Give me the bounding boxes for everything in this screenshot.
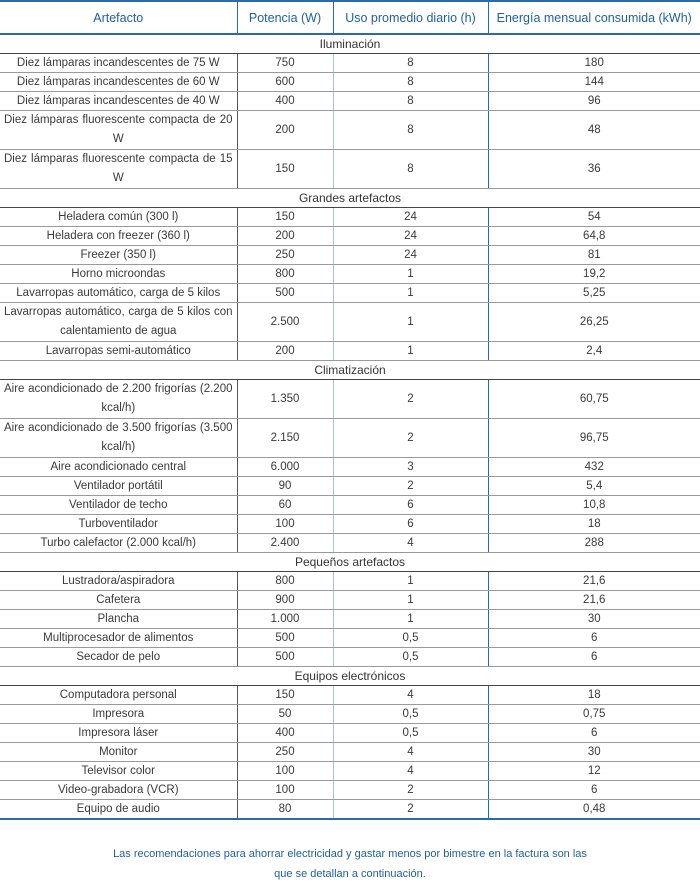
table-row bbox=[0, 419, 700, 458]
table-row bbox=[0, 458, 700, 477]
potencia-cell: 2.500 bbox=[237, 303, 333, 342]
potencia-cell: 400 bbox=[237, 92, 333, 111]
potencia-cell: 250 bbox=[237, 743, 333, 762]
potencia-cell: 100 bbox=[237, 781, 333, 800]
energia-cell: 144 bbox=[488, 73, 700, 92]
uso-cell: 2 bbox=[333, 800, 488, 820]
uso-cell: 8 bbox=[333, 150, 488, 189]
potencia-cell: 60 bbox=[237, 496, 333, 515]
energia-cell: 81 bbox=[488, 246, 700, 265]
table-row bbox=[0, 496, 700, 515]
uso-cell: 4 bbox=[333, 762, 488, 781]
table-row bbox=[0, 92, 700, 111]
uso-cell: 0,5 bbox=[333, 648, 488, 667]
potencia-cell: 750 bbox=[237, 54, 333, 73]
potencia-cell: 2.150 bbox=[237, 419, 333, 458]
header-uso: Uso promedio diario (h) bbox=[333, 1, 488, 34]
potencia-cell: 500 bbox=[237, 629, 333, 648]
artefacto-cell: Turbo calefactor (2.000 kcal/h) bbox=[0, 534, 237, 553]
table-row bbox=[0, 648, 700, 667]
energia-cell: 54 bbox=[488, 208, 700, 227]
artefacto-cell: Heladera común (300 l) bbox=[0, 208, 237, 227]
table-row bbox=[0, 208, 700, 227]
uso-cell: 6 bbox=[333, 496, 488, 515]
energia-cell: 432 bbox=[488, 458, 700, 477]
artefacto-cell: Lustradora/aspiradora bbox=[0, 572, 237, 591]
energia-cell: 18 bbox=[488, 515, 700, 534]
potencia-cell: 2.400 bbox=[237, 534, 333, 553]
section-row bbox=[0, 553, 700, 572]
potencia-cell: 400 bbox=[237, 724, 333, 743]
artefacto-cell: Video-grabadora (VCR) bbox=[0, 781, 237, 800]
artefacto-cell: Diez lámparas incandescentes de 40 W bbox=[0, 92, 237, 111]
potencia-cell: 200 bbox=[237, 227, 333, 246]
artefacto-cell: Aire acondicionado de 2.200 frigorías (2.200 kcal/h) bbox=[0, 380, 237, 419]
energia-cell: 288 bbox=[488, 534, 700, 553]
table-row bbox=[0, 246, 700, 265]
artefacto-cell: Diez lámparas incandescentes de 60 W bbox=[0, 73, 237, 92]
uso-cell: 4 bbox=[333, 743, 488, 762]
artefacto-cell: Diez lámparas fluorescente compacta de 15 W bbox=[0, 150, 237, 189]
section-title: Iluminación bbox=[0, 34, 700, 54]
table-row bbox=[0, 111, 700, 150]
uso-cell: 2 bbox=[333, 419, 488, 458]
artefacto-cell: Plancha bbox=[0, 610, 237, 629]
energia-cell: 64,8 bbox=[488, 227, 700, 246]
table-row bbox=[0, 705, 700, 724]
uso-cell: 2 bbox=[333, 781, 488, 800]
energia-cell: 21,6 bbox=[488, 591, 700, 610]
uso-cell: 2 bbox=[333, 477, 488, 496]
potencia-cell: 500 bbox=[237, 284, 333, 303]
energia-cell: 6 bbox=[488, 781, 700, 800]
potencia-cell: 150 bbox=[237, 208, 333, 227]
uso-cell: 8 bbox=[333, 54, 488, 73]
artefacto-cell: Aire acondicionado de 3.500 frigorías (3.500 kcal/h) bbox=[0, 419, 237, 458]
artefacto-cell: Televisor color bbox=[0, 762, 237, 781]
footer-note-line: Las recomendaciones para ahorrar electricidad y gastar menos por bimestre en la factura son las bbox=[113, 848, 587, 860]
energia-cell: 48 bbox=[488, 111, 700, 150]
uso-cell: 8 bbox=[333, 92, 488, 111]
table-row bbox=[0, 629, 700, 648]
table-row bbox=[0, 743, 700, 762]
energia-cell: 6 bbox=[488, 629, 700, 648]
table-header bbox=[0, 1, 700, 34]
artefacto-cell: Impresora bbox=[0, 705, 237, 724]
table-row bbox=[0, 534, 700, 553]
energia-cell: 0,75 bbox=[488, 705, 700, 724]
energia-cell: 5,25 bbox=[488, 284, 700, 303]
energia-cell: 5,4 bbox=[488, 477, 700, 496]
uso-cell: 1 bbox=[333, 265, 488, 284]
artefacto-cell: Multiprocesador de alimentos bbox=[0, 629, 237, 648]
section-row bbox=[0, 361, 700, 380]
potencia-cell: 100 bbox=[237, 762, 333, 781]
artefacto-cell: Horno microondas bbox=[0, 265, 237, 284]
uso-cell: 1 bbox=[333, 284, 488, 303]
potencia-cell: 6.000 bbox=[237, 458, 333, 477]
artefacto-cell: Heladera con freezer (360 l) bbox=[0, 227, 237, 246]
uso-cell: 24 bbox=[333, 208, 488, 227]
table-row bbox=[0, 380, 700, 419]
table-row bbox=[0, 515, 700, 534]
uso-cell: 8 bbox=[333, 73, 488, 92]
potencia-cell: 90 bbox=[237, 477, 333, 496]
footer-note-line: que se detallan a continuación. bbox=[274, 868, 426, 880]
table-row bbox=[0, 54, 700, 73]
table-row bbox=[0, 342, 700, 361]
table-row bbox=[0, 73, 700, 92]
header-energia: Energía mensual consumida (kWh) bbox=[488, 1, 700, 34]
footer-note bbox=[0, 844, 700, 884]
section-title: Equipos electrónicos bbox=[0, 667, 700, 686]
artefacto-cell: Aire acondicionado central bbox=[0, 458, 237, 477]
uso-cell: 6 bbox=[333, 515, 488, 534]
section-title: Pequeños artefactos bbox=[0, 553, 700, 572]
energia-cell: 26,25 bbox=[488, 303, 700, 342]
uso-cell: 1 bbox=[333, 610, 488, 629]
artefacto-cell: Ventilador de techo bbox=[0, 496, 237, 515]
section-row bbox=[0, 189, 700, 208]
energia-cell: 19,2 bbox=[488, 265, 700, 284]
potencia-cell: 800 bbox=[237, 572, 333, 591]
energia-cell: 30 bbox=[488, 743, 700, 762]
energia-cell: 0,48 bbox=[488, 800, 700, 820]
uso-cell: 8 bbox=[333, 111, 488, 150]
uso-cell: 0,5 bbox=[333, 724, 488, 743]
potencia-cell: 500 bbox=[237, 648, 333, 667]
energia-cell: 96,75 bbox=[488, 419, 700, 458]
table-row bbox=[0, 724, 700, 743]
energia-cell: 96 bbox=[488, 92, 700, 111]
potencia-cell: 200 bbox=[237, 342, 333, 361]
potencia-cell: 250 bbox=[237, 246, 333, 265]
uso-cell: 4 bbox=[333, 686, 488, 705]
potencia-cell: 50 bbox=[237, 705, 333, 724]
artefacto-cell: Turboventilador bbox=[0, 515, 237, 534]
header-potencia: Potencia (W) bbox=[237, 1, 333, 34]
table-row bbox=[0, 284, 700, 303]
potencia-cell: 1.000 bbox=[237, 610, 333, 629]
header-artefacto: Artefacto bbox=[0, 1, 237, 34]
energia-cell: 6 bbox=[488, 724, 700, 743]
table-row bbox=[0, 303, 700, 342]
energia-cell: 21,6 bbox=[488, 572, 700, 591]
uso-cell: 1 bbox=[333, 342, 488, 361]
energia-cell: 30 bbox=[488, 610, 700, 629]
table-row bbox=[0, 591, 700, 610]
potencia-cell: 80 bbox=[237, 800, 333, 820]
energia-cell: 18 bbox=[488, 686, 700, 705]
artefacto-cell: Ventilador portátil bbox=[0, 477, 237, 496]
table-row bbox=[0, 781, 700, 800]
artefacto-cell: Lavarropas automático, carga de 5 kilos bbox=[0, 284, 237, 303]
table-row bbox=[0, 762, 700, 781]
table-row bbox=[0, 800, 700, 820]
uso-cell: 24 bbox=[333, 227, 488, 246]
energia-cell: 60,75 bbox=[488, 380, 700, 419]
potencia-cell: 800 bbox=[237, 265, 333, 284]
potencia-cell: 200 bbox=[237, 111, 333, 150]
potencia-cell: 1.350 bbox=[237, 380, 333, 419]
energia-cell: 180 bbox=[488, 54, 700, 73]
energia-cell: 10,8 bbox=[488, 496, 700, 515]
uso-cell: 1 bbox=[333, 591, 488, 610]
table-row bbox=[0, 477, 700, 496]
section-row bbox=[0, 667, 700, 686]
artefacto-cell: Equipo de audio bbox=[0, 800, 237, 820]
potencia-cell: 900 bbox=[237, 591, 333, 610]
energia-cell: 6 bbox=[488, 648, 700, 667]
table-row bbox=[0, 227, 700, 246]
table-row bbox=[0, 610, 700, 629]
section-title: Climatización bbox=[0, 361, 700, 380]
artefacto-cell: Cafetera bbox=[0, 591, 237, 610]
artefacto-cell: Impresora láser bbox=[0, 724, 237, 743]
potencia-cell: 150 bbox=[237, 150, 333, 189]
artefacto-cell: Freezer (350 l) bbox=[0, 246, 237, 265]
potencia-cell: 600 bbox=[237, 73, 333, 92]
energia-cell: 36 bbox=[488, 150, 700, 189]
artefacto-cell: Monitor bbox=[0, 743, 237, 762]
uso-cell: 3 bbox=[333, 458, 488, 477]
energia-cell: 12 bbox=[488, 762, 700, 781]
table-row bbox=[0, 686, 700, 705]
potencia-cell: 150 bbox=[237, 686, 333, 705]
table-row bbox=[0, 265, 700, 284]
artefacto-cell: Lavarropas semi-automático bbox=[0, 342, 237, 361]
artefacto-cell: Secador de pelo bbox=[0, 648, 237, 667]
artefacto-cell: Diez lámparas fluorescente compacta de 20 W bbox=[0, 111, 237, 150]
energia-cell: 2,4 bbox=[488, 342, 700, 361]
uso-cell: 0,5 bbox=[333, 629, 488, 648]
artefacto-cell: Lavarropas automático, carga de 5 kilos con calentamiento de agua bbox=[0, 303, 237, 342]
uso-cell: 1 bbox=[333, 303, 488, 342]
artefacto-cell: Diez lámparas incandescentes de 75 W bbox=[0, 54, 237, 73]
section-title: Grandes artefactos bbox=[0, 189, 700, 208]
table-row bbox=[0, 150, 700, 189]
uso-cell: 0,5 bbox=[333, 705, 488, 724]
uso-cell: 24 bbox=[333, 246, 488, 265]
uso-cell: 1 bbox=[333, 572, 488, 591]
uso-cell: 2 bbox=[333, 380, 488, 419]
table-row bbox=[0, 572, 700, 591]
uso-cell: 4 bbox=[333, 534, 488, 553]
artefacto-cell: Computadora personal bbox=[0, 686, 237, 705]
section-row bbox=[0, 34, 700, 54]
potencia-cell: 100 bbox=[237, 515, 333, 534]
